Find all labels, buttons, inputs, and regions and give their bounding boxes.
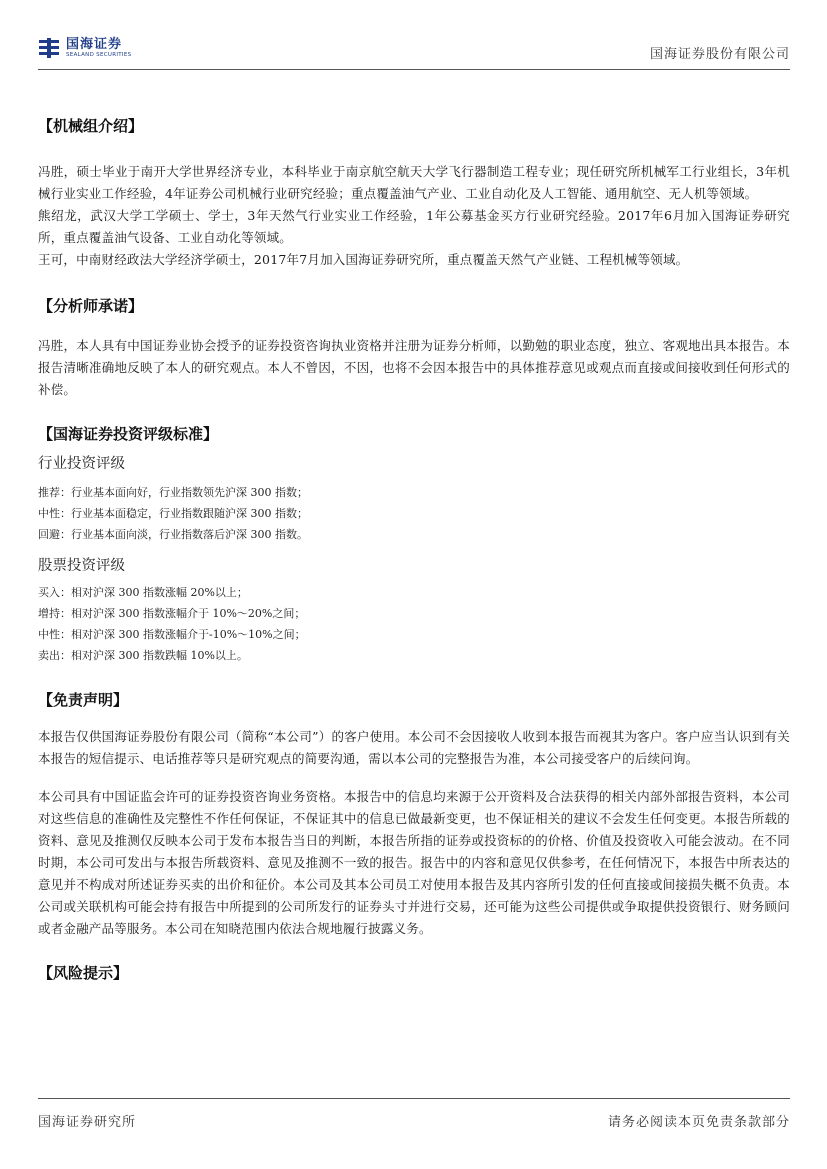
risk-section-title: 【风险提示】: [38, 964, 129, 982]
company-name: 国海证券股份有限公司: [649, 47, 790, 62]
industry-rating-title: 行业投资评级: [38, 456, 125, 472]
industry-rating-avoid: 回避：行业基本面向淡，行业指数落后沪深 300 指数。: [38, 528, 308, 541]
page-content: [38, 115, 790, 983]
stock-rating-sell: 卖出：相对沪深 300 指数跌幅 10%以上。: [38, 649, 248, 662]
logo-chinese-name: 国海证券: [66, 36, 123, 52]
sealand-logo-icon: [38, 37, 60, 59]
team-member-feng: 冯胜，硕士毕业于南开大学世界经济专业，本科毕业于南京航空航天大学飞行器制造工程专业；现任研究所机械军工行业组长，3年机械行业实业工作经验，4年证券公司机械行业研究经验；重点覆盖油气产业、工业自动化及人工智能、通用航空、无人机等领域。: [38, 164, 790, 201]
footer-divider: [38, 1098, 790, 1099]
stock-rating-buy: 买入：相对沪深 300 指数涨幅 20%以上；: [38, 586, 248, 599]
stock-rating-title: 股票投资评级: [38, 558, 125, 574]
disclaimer-paragraph-1: 本报告仅供国海证券股份有限公司（简称“本公司”）的客户使用。本公司不会因接收人收到本报告而视其为客户。客户应当认识到有关本报告的短信提示、电话推荐等只是研究观点的简要沟通，需以本公司的完整报告为准，本公司接受客户的后续问询。: [38, 729, 790, 766]
header-divider: [38, 69, 790, 70]
logo-english-name: SEALAND SECURITIES: [66, 51, 132, 58]
industry-rating-recommend: 推荐：行业基本面向好，行业指数领先沪深 300 指数；: [38, 486, 308, 499]
industry-rating-neutral: 中性：行业基本面稳定，行业指数跟随沪深 300 指数；: [38, 507, 308, 520]
footer-disclaimer-note: 请务必阅读本页免责条款部分: [607, 1115, 790, 1130]
rating-section-title: 【国海证券投资评级标准】: [38, 425, 219, 443]
disclaimer-section-title: 【免责声明】: [38, 691, 129, 709]
company-logo: [38, 37, 131, 59]
page-header: [38, 33, 790, 69]
team-member-wang: 王可，中南财经政法大学经济学硕士，2017年7月加入国海证券研究所，重点覆盖天然气产业链、工程机械等领域。: [38, 252, 689, 267]
stock-rating-neutral: 中性：相对沪深 300 指数涨幅介于-10%～10%之间；: [38, 628, 306, 641]
stock-rating-overweight: 增持：相对沪深 300 指数涨幅介于 10%～20%之间；: [38, 607, 306, 620]
team-section-title: 【机械组介绍】: [38, 117, 144, 135]
disclaimer-paragraph-2: 本公司具有中国证监会许可的证券投资咨询业务资格。本报告中的信息均来源于公开资料及合法获得的相关内部外部报告资料，本公司对这些信息的准确性及完整性不作任何保证，不保证其中的信息已做最新变更，也不保证相关的建议不会发生任何变更。本报告所载的资料、意见及推测仅反映本公司于发布本报告当日的判断，本报告所指的证券或投资标的的价格、价值及投资收入可能会波动。在不同时期，本公司可发出与本报告所载资料、意见及推测不一致的报告。报告中的内容和意见仅供参考，在任何情况下，本报告中所表达的意见并不构成对所述证券买卖的出价和征价。本公司及其本公司员工对使用本报告及其内容所引发的任何直接或间接损失概不负责。本公司或关联机构可能会持有报告中所提到的公司所发行的证券头寸并进行交易，还可能为这些公司提供或争取提供投资银行、财务顾问或者金融产品等服务。本公司在知晓范围内依法合规地履行披露义务。: [38, 789, 790, 936]
team-member-xiong: 熊绍龙，武汉大学工学硕士、学士，3年天然气行业实业工作经验，1年公募基金买方行业研究经验。2017年6月加入国海证券研究所，重点覆盖油气设备、工业自动化等领域。: [38, 208, 790, 245]
commitment-text: 冯胜，本人具有中国证券业协会授予的证券投资咨询执业资格并注册为证券分析师，以勤勉的职业态度，独立、客观地出具本报告。本报告清晰准确地反映了本人的研究观点。本人不曾因，不因，也将不会因本报告中的具体推荐意见或观点而直接或间接收到任何形式的补偿。: [38, 338, 790, 397]
footer-institute: 国海证券研究所: [38, 1115, 137, 1130]
commitment-section-title: 【分析师承诺】: [38, 297, 144, 315]
